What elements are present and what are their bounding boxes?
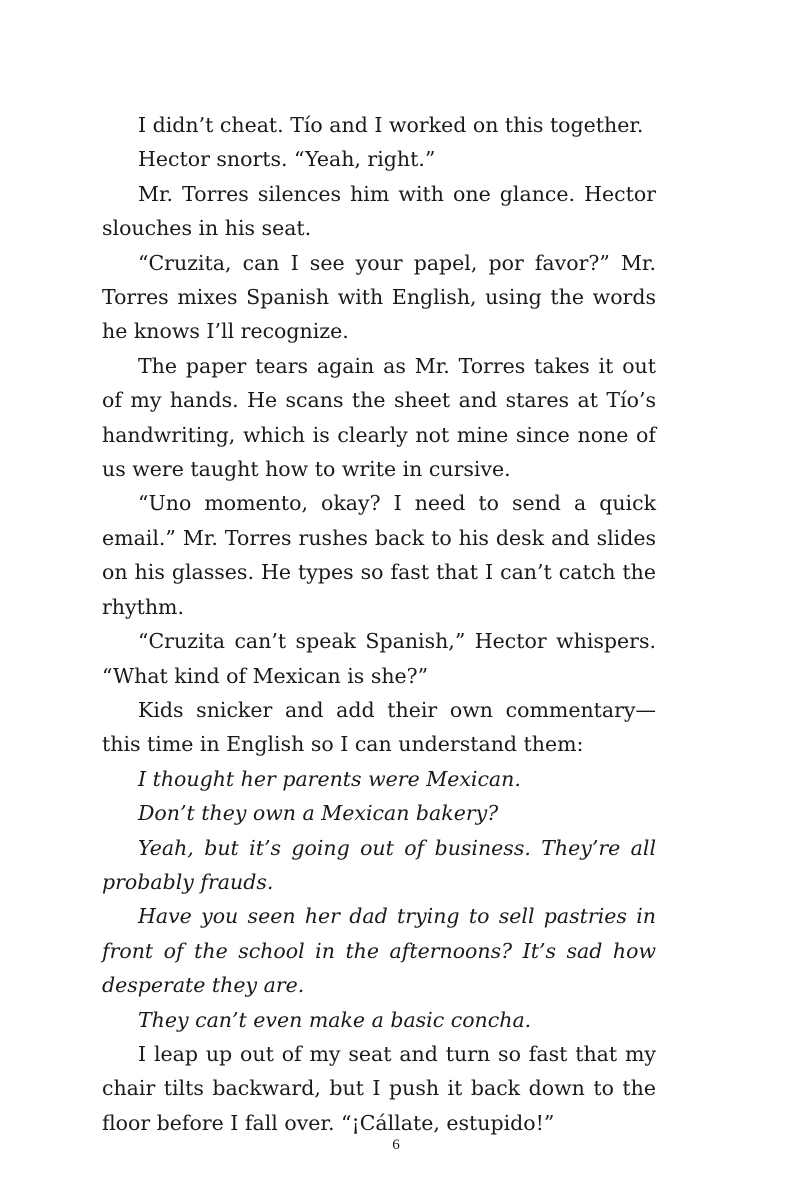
paragraph-5: “Uno momento, okay? I need to send a quick email.” Mr. Torres rushes back to his desk and slides on his glasses. He types so fast that I can’t catch the rhythm. xyxy=(102,491,656,619)
italic-paragraph-8: I thought her parents were Mexican. xyxy=(138,766,521,791)
page-body xyxy=(102,108,656,1140)
italic-paragraph-12: They can’t even make a basic concha. xyxy=(138,1007,532,1032)
italic-paragraph-9: Don’t they own a Mexican bakery? xyxy=(138,801,499,826)
page-number: 6 xyxy=(392,1137,400,1153)
paragraph-0: I didn’t cheat. Tío and I worked on this together. xyxy=(138,113,644,137)
paragraph-13: I leap up out of my seat and turn so fast that my chair tilts backward, but I push it back down to the floor before I fall over. “¡Cállate, estupido!” xyxy=(102,1041,656,1135)
paragraph-2: Mr. Torres silences him with one glance. Hector slouches in his seat. xyxy=(102,181,656,241)
italic-paragraph-11: Have you seen her dad trying to sell pastries in front of the school in the afternoons? It’s sad how desperate they are. xyxy=(102,904,656,998)
paragraph-4: The paper tears again as Mr. Torres takes it out of my hands. He scans the sheet and stares at Tío’s handwriting, which is clearly not mine since none of us were taught how to write in cursive. xyxy=(102,353,656,482)
paragraph-6: “Cruzita can’t speak Spanish,” Hector whispers. “What kind of Mexican is she?” xyxy=(102,629,656,688)
italic-paragraph-10: Yeah, but it’s going out of business. They’re all probably frauds. xyxy=(102,835,656,894)
paragraph-7: Kids snicker and add their own commentary—this time in English so I can understand them: xyxy=(102,697,656,757)
paragraph-1: Hector snorts. “Yeah, right.” xyxy=(138,147,436,172)
paragraph-3: “Cruzita, can I see your papel, por favor?” Mr. Torres mixes Spanish with English, using the words he knows I’ll recognize. xyxy=(102,250,656,344)
